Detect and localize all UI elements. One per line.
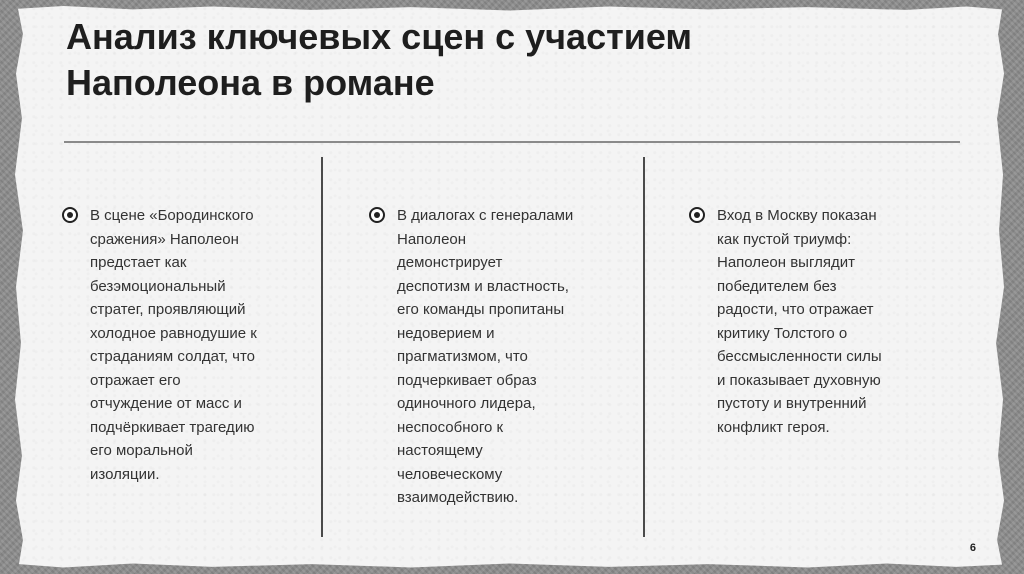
column-3 — [717, 204, 937, 439]
text-line: победителем без — [717, 277, 837, 295]
title-line-2: Наполеона в романе — [66, 62, 435, 103]
text-line: отчуждение от масс и — [90, 395, 242, 412]
text-line: холодное равнодушие к — [90, 324, 257, 342]
text-line: Наполеон — [397, 230, 467, 248]
text-line: Вход в Москву показан — [717, 207, 877, 224]
page-number: 6 — [969, 542, 976, 554]
text-line: как пустой триумф: — [717, 230, 852, 248]
text-line: безэмоциональный — [90, 277, 226, 295]
column-1-text — [90, 204, 310, 486]
text-line: предстает как — [90, 254, 187, 271]
column-3-text — [717, 204, 937, 439]
text-line: критику Толстого о — [717, 324, 848, 342]
text-line: и показывает духовную — [717, 371, 881, 389]
text-line: В сцене «Бородинского — [90, 207, 254, 224]
text-line: отражает его — [90, 371, 181, 389]
text-line: его моральной — [90, 442, 193, 459]
slide-title — [66, 14, 926, 106]
text-line: деспотизм и властность, — [397, 277, 569, 295]
title-line-1: Анализ ключевых сцен с участием — [66, 16, 693, 57]
text-line: В диалогах с генералами — [397, 207, 574, 224]
text-line: недоверием и — [397, 324, 495, 342]
title-underline — [64, 141, 960, 143]
text-line: сражения» Наполеон — [90, 230, 239, 248]
text-line: пустоту и внутренний — [717, 395, 867, 412]
text-line: конфликт героя. — [717, 418, 830, 436]
text-line: одиночного лидера, — [397, 395, 536, 412]
text-line: подчёркивает трагедию — [90, 418, 255, 436]
text-line: радости, что отражает — [717, 301, 874, 318]
text-line: прагматизмом, что — [397, 348, 528, 365]
text-line: настоящему — [397, 442, 483, 459]
text-line: его команды пропитаны — [397, 301, 565, 318]
text-line: взаимодействию. — [397, 489, 519, 506]
bullet-icon — [369, 207, 385, 223]
text-line: изоляции. — [90, 465, 160, 483]
column-2 — [397, 204, 617, 510]
text-line: демонстрирует — [397, 254, 503, 271]
bullet-icon — [62, 207, 78, 223]
column-2-text — [397, 204, 617, 510]
column-divider-1 — [321, 157, 323, 537]
text-line: бессмысленности силы — [717, 348, 882, 365]
text-line: страданиям солдат, что — [90, 348, 256, 365]
text-line: стратег, проявляющий — [90, 301, 246, 318]
column-1 — [90, 204, 310, 486]
text-line: подчеркивает образ — [397, 371, 537, 389]
text-line: человеческому — [397, 465, 503, 483]
column-divider-2 — [643, 157, 645, 537]
text-line: неспособного к — [397, 418, 504, 436]
text-line: Наполеон выглядит — [717, 254, 855, 271]
bullet-icon — [689, 207, 705, 223]
